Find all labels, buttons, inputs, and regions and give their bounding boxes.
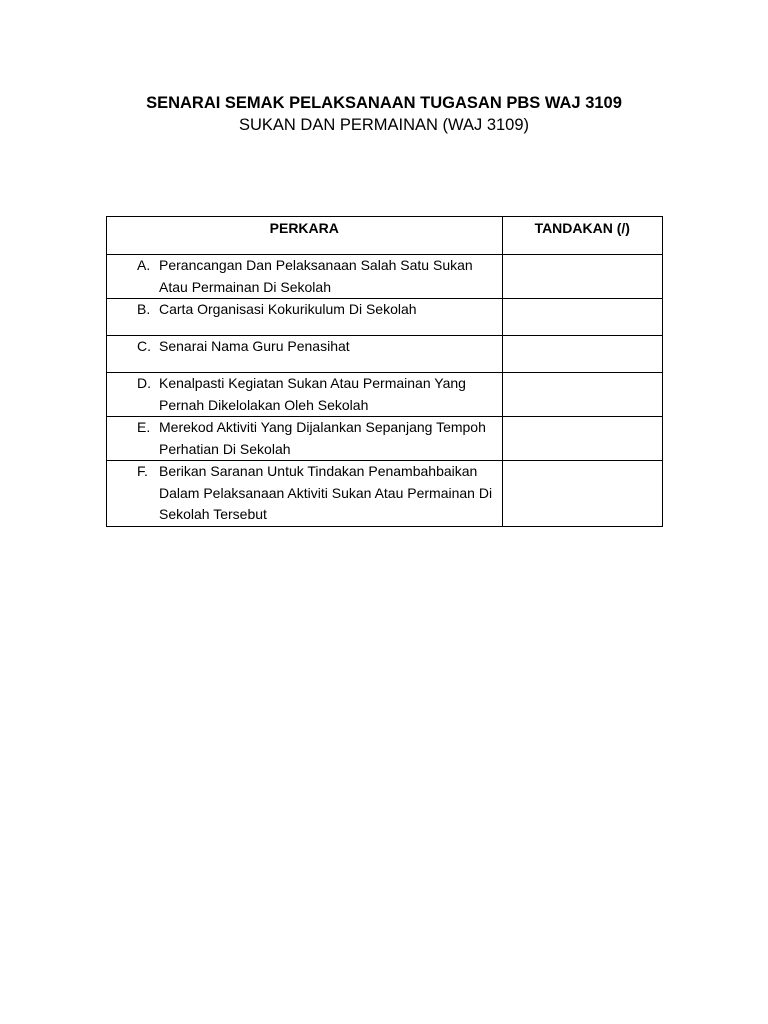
- item-cell: [107, 461, 503, 527]
- item-letter: F.: [137, 463, 148, 479]
- item-text: Kenalpasti Kegiatan Sukan Atau Permainan Yang Pernah Dikelolakan Oleh Sekolah: [159, 375, 466, 413]
- document-subtitle: SUKAN DAN PERMAINAN (WAJ 3109): [238, 116, 530, 134]
- mark-cell[interactable]: [502, 336, 662, 373]
- table-row: [107, 461, 663, 527]
- item-text: Berikan Saranan Untuk Tindakan Penambahbaikan Dalam Pelaksanaan Aktiviti Sukan Atau Permainan Di Sekolah Tersebut: [159, 463, 493, 522]
- item-cell: [107, 336, 503, 373]
- item-text: Perancangan Dan Pelaksanaan Salah Satu Sukan Atau Permainan Di Sekolah: [159, 257, 473, 295]
- checklist-table: [106, 216, 663, 527]
- table-row: [107, 373, 663, 417]
- item-letter: B.: [137, 301, 151, 317]
- table-row: [107, 255, 663, 299]
- table-row: [107, 336, 663, 373]
- item-text: Senarai Nama Guru Penasihat: [159, 338, 350, 354]
- item-letter: A.: [137, 257, 151, 273]
- item-cell: [107, 255, 503, 299]
- item-letter: D.: [137, 375, 151, 391]
- document-title: SENARAI SEMAK PELAKSANAAN TUGASAN PBS WAJ 3109: [146, 94, 622, 112]
- mark-cell[interactable]: [502, 299, 662, 336]
- item-cell: [107, 417, 503, 461]
- item-cell: [107, 299, 503, 336]
- item-letter: E.: [137, 419, 151, 435]
- header-perkara: PERKARA: [107, 217, 503, 255]
- item-text: Carta Organisasi Kokurikulum Di Sekolah: [159, 301, 417, 317]
- mark-cell[interactable]: [502, 255, 662, 299]
- mark-cell[interactable]: [502, 461, 662, 527]
- table-row: [107, 299, 663, 336]
- mark-cell[interactable]: [502, 417, 662, 461]
- mark-cell[interactable]: [502, 373, 662, 417]
- item-cell: [107, 373, 503, 417]
- table-row: [107, 417, 663, 461]
- table-header-row: [107, 217, 663, 255]
- header-tandakan: TANDAKAN (/): [502, 217, 662, 255]
- item-text: Merekod Aktiviti Yang Dijalankan Sepanjang Tempoh Perhatian Di Sekolah: [159, 419, 486, 457]
- item-letter: C.: [137, 338, 151, 354]
